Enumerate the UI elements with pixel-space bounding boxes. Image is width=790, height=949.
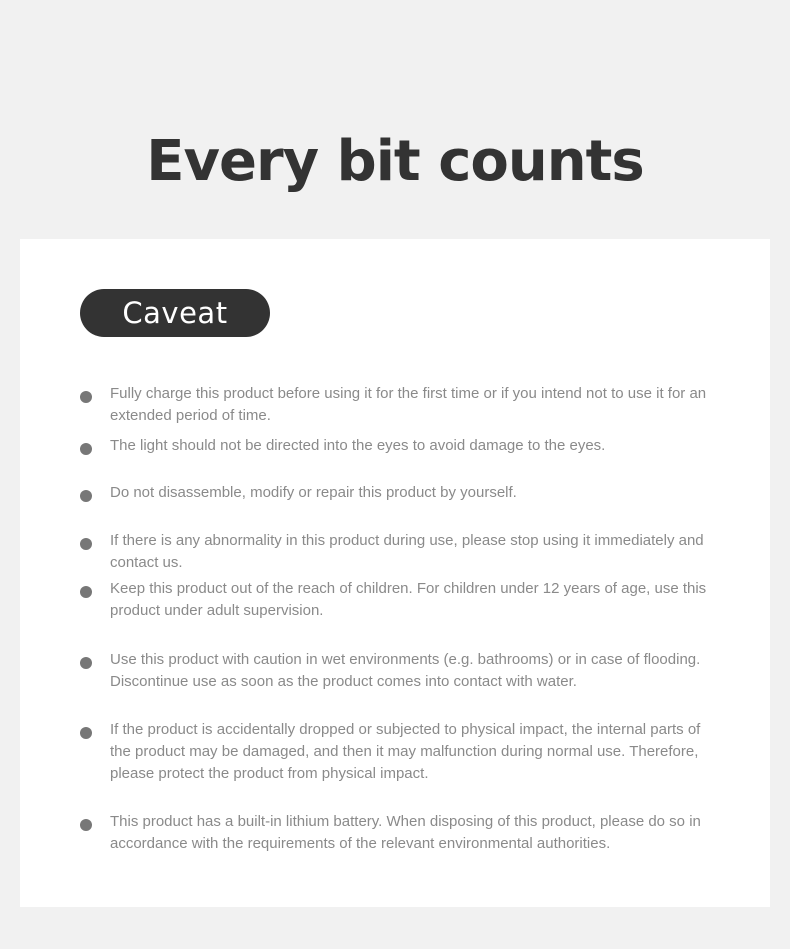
bullet-dot-icon: [80, 586, 92, 598]
list-item-text: Use this product with caution in wet environments (e.g. bathrooms) or in case of flooding. Discontinue use as soon as the product comes into contact with water.: [110, 651, 701, 690]
bullet-dot-icon: [80, 391, 92, 403]
caveat-card: [20, 239, 770, 907]
page-title: Every bit counts: [146, 129, 644, 194]
bullet-dot-icon: [80, 819, 92, 831]
list-item-text: If there is any abnormality in this product during use, please stop using it immediately and contact us.: [110, 532, 704, 571]
list-item-text: Do not disassemble, modify or repair this product by yourself.: [110, 484, 517, 501]
bullet-dot-icon: [80, 727, 92, 739]
bullet-dot-icon: [80, 538, 92, 550]
bullet-dot-icon: [80, 657, 92, 669]
bullet-dot-icon: [80, 443, 92, 455]
list-item-text: This product has a built-in lithium battery. When disposing of this product, please do so in accordance with the requirements of the relevant environmental authorities.: [110, 813, 701, 852]
bullet-dot-icon: [80, 490, 92, 502]
list-item-text: Keep this product out of the reach of children. For children under 12 years of age, use this product under adult supervision.: [110, 580, 707, 619]
list-item-text: The light should not be directed into the eyes to avoid damage to the eyes.: [110, 437, 606, 454]
caveat-heading-badge: Caveat: [80, 289, 270, 337]
list-item-text: If the product is accidentally dropped or subjected to physical impact, the internal parts of the product may be damaged, and then it may malfunction during normal use. Therefore, please protect the product from physical impact.: [110, 721, 701, 782]
list-item-text: Fully charge this product before using it for the first time or if you intend not to use it for an extended period of time.: [110, 385, 707, 424]
